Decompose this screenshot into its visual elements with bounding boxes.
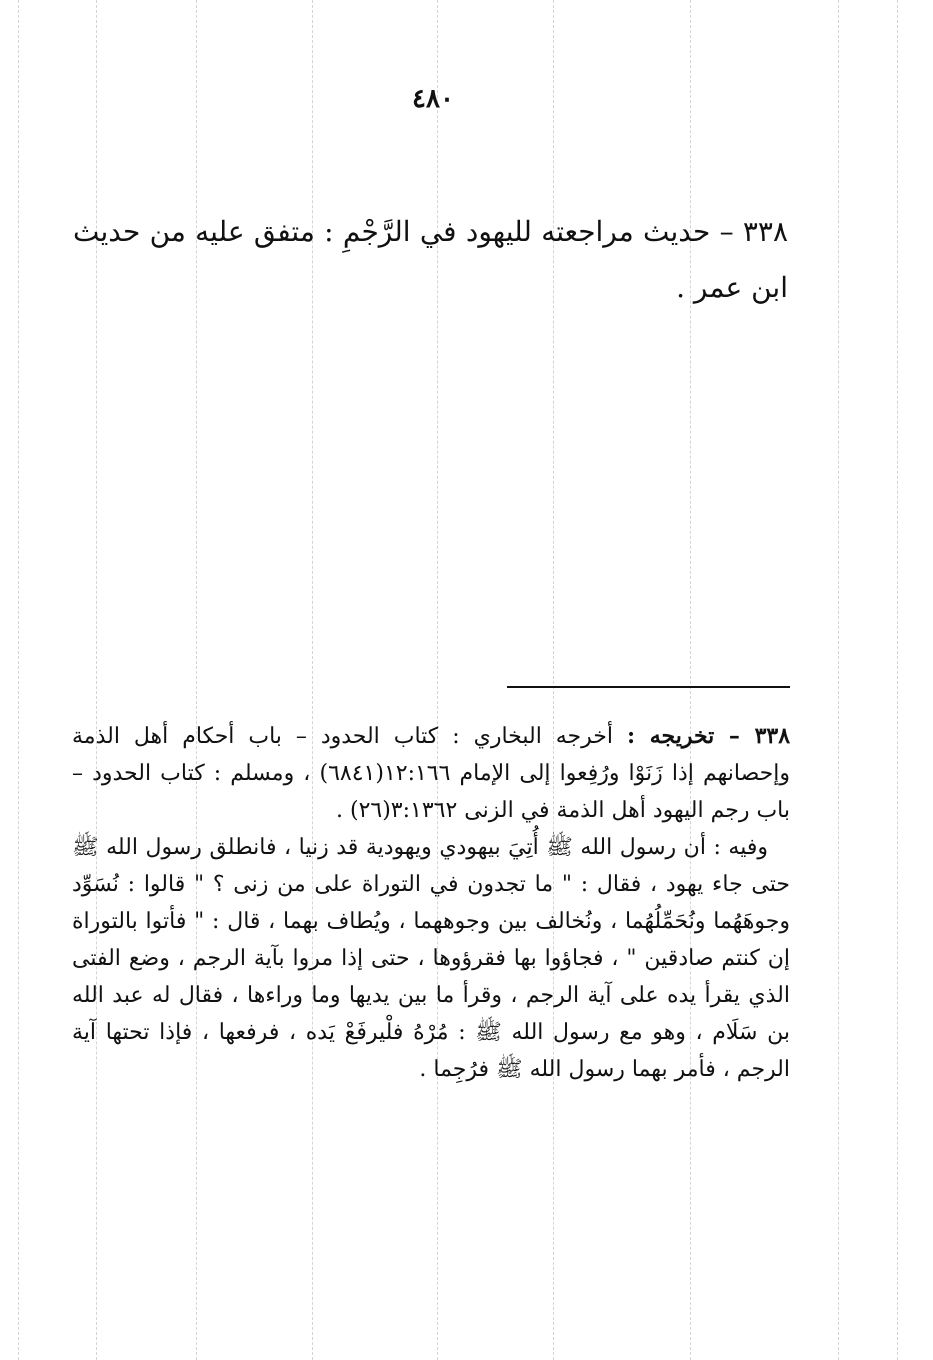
footnotes-section <box>72 718 790 1088</box>
takhrij-lead: ٣٣٨ – تخريجه : <box>626 723 791 749</box>
scan-artifact-line <box>18 0 19 1360</box>
hadith-entry-text: ٣٣٨ – حديث مراجعته لليهود في الرَّجْمِ : متفق عليه من حديث ابن عمر . <box>73 215 788 304</box>
scan-artifact-line <box>897 0 898 1360</box>
takhrij-paragraph <box>72 718 790 829</box>
scan-artifact-line <box>838 0 839 1360</box>
hadith-entry <box>73 204 788 316</box>
page-number: ٤٨٠ <box>412 84 454 114</box>
takhrij-body: أخرجه البخاري : كتاب الحدود – باب أحكام أهل الذمة وإحصانهم إذا زَنَوْا ورُفِعوا إلى الإمام ١٢:١٦٦(٦٨٤١) ، ومسلم : كتاب الحدود – باب رجم اليهود أهل الذمة في الزنى ٣:١٣٦٢(٢٦) . <box>72 724 790 823</box>
hadith-narration-paragraph: وفيه : أن رسول الله ﷺ أُتِيَ بيهودي ويهودية قد زنيا ، فانطلق رسول الله ﷺ حتى جاء يهود ، فقال : " ما تجدون في التوراة على من زنى ؟ " قالوا : نُسَوِّد وجوهَهُما ونُحَمِّلُهُما ، ونُخالف بين وجوههما ، ويُطاف بهما ، قال : " فأتوا بالتوراة إن كنتم صادقين " ، فجاؤوا بها فقرؤوها ، حتى إذا مروا بآية الرجم ، وضع الفتى الذي يقرأ يده على آية الرجم ، وقرأ ما بين يديها وما وراءها ، فقال له عبد الله بن سَلَام ، وهو مع رسول الله ﷺ : مُرْهُ فلْيرفَعْ يَده ، فرفعها ، فإذا تحتها آية الرجم ، فأمر بهما رسول الله ﷺ فرُجِما . <box>72 835 790 1082</box>
footnote-separator <box>507 686 790 688</box>
